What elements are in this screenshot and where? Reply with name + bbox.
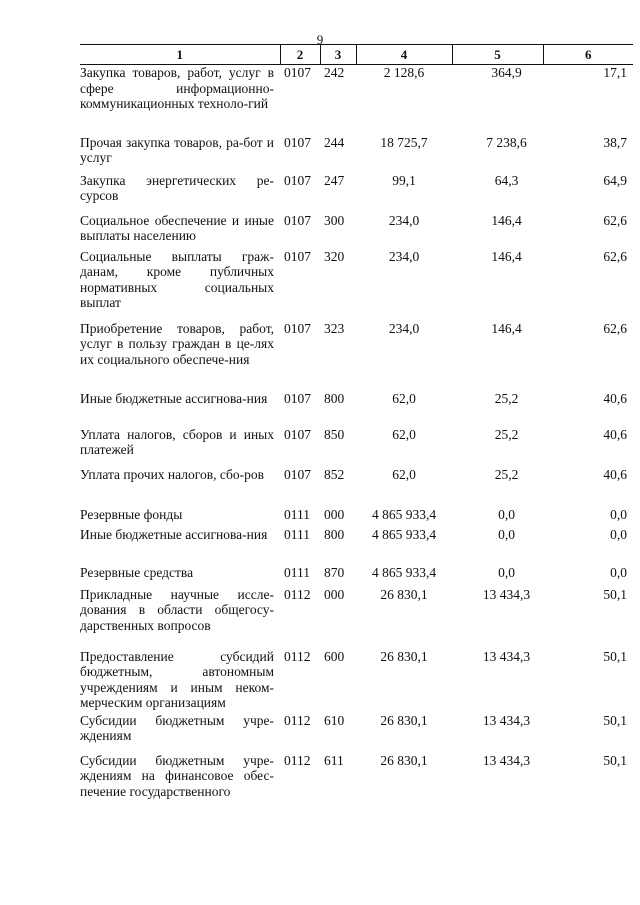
expense-type-code: 850 <box>324 426 345 442</box>
table-row <box>80 321 633 391</box>
approved-amount: 26 830,1 <box>380 712 428 728</box>
executed-amount: 25,2 <box>494 390 519 406</box>
section-code: 0107 <box>284 466 311 482</box>
expense-type-code: 800 <box>324 526 345 542</box>
column-header: 2 <box>280 45 320 65</box>
execution-percent: 0,0 <box>610 506 627 522</box>
section-code: 0111 <box>284 526 310 542</box>
execution-percent: 0,0 <box>610 526 627 542</box>
expense-type-code: 000 <box>324 586 345 602</box>
approved-amount: 26 830,1 <box>380 752 428 768</box>
section-code: 0107 <box>284 320 311 336</box>
row-name: Иные бюджетные ассигнова-ния <box>80 390 268 406</box>
row-name: Предоставление субсидий бюджетным, автономным учреждениям и иным неком-мерческим организациям <box>80 648 274 710</box>
table-row <box>80 173 633 213</box>
execution-percent: 62,6 <box>603 248 627 264</box>
row-name: Субсидии бюджетным учре-ждениям на финансовое обес-печение государственного <box>80 752 274 799</box>
section-code: 0111 <box>284 506 310 522</box>
row-name: Закупка энергетических ре-сурсов <box>80 172 274 203</box>
expense-type-code: 000 <box>324 506 345 522</box>
table-row <box>80 753 633 800</box>
section-code: 0107 <box>284 172 311 188</box>
expense-type-code: 323 <box>324 320 345 336</box>
executed-amount: 13 434,3 <box>482 752 531 768</box>
execution-percent: 38,7 <box>603 134 627 150</box>
table-row <box>80 507 633 527</box>
row-name: Социальные выплаты граж-данам, кроме публичных нормативных социальных выплат <box>80 248 274 310</box>
expense-type-code: 247 <box>324 172 345 188</box>
approved-amount: 4 865 933,4 <box>371 526 437 542</box>
section-code: 0112 <box>284 712 311 728</box>
approved-amount: 4 865 933,4 <box>371 506 437 522</box>
section-code: 0112 <box>284 648 311 664</box>
page-number: 9 <box>316 32 324 47</box>
execution-percent: 62,6 <box>603 320 627 336</box>
execution-percent: 0,0 <box>610 564 627 580</box>
approved-amount: 99,1 <box>392 172 416 188</box>
execution-percent: 40,6 <box>603 466 627 482</box>
column-header: 1 <box>80 45 280 65</box>
expense-type-code: 852 <box>324 466 345 482</box>
table-row <box>80 249 633 321</box>
executed-amount: 364,9 <box>491 65 522 80</box>
approved-amount: 18 725,7 <box>380 134 428 150</box>
approved-amount: 234,0 <box>388 320 420 336</box>
section-code: 0112 <box>284 586 311 602</box>
row-name: Приобретение товаров, работ, услуг в пользу граждан в це-лях их социального обеспече-ния <box>80 320 274 367</box>
executed-amount: 64,3 <box>494 172 519 188</box>
table-header-row <box>80 45 633 65</box>
expense-type-code: 610 <box>324 712 345 728</box>
executed-amount: 0,0 <box>498 506 515 522</box>
table-row <box>80 527 633 565</box>
approved-amount: 26 830,1 <box>380 648 428 664</box>
section-code: 0107 <box>284 426 311 442</box>
budget-table <box>80 44 633 799</box>
executed-amount: 13 434,3 <box>482 586 531 602</box>
execution-percent: 17,1 <box>603 65 627 80</box>
execution-percent: 62,6 <box>603 212 627 228</box>
expense-type-code: 242 <box>324 65 345 80</box>
execution-percent: 40,6 <box>603 426 627 442</box>
row-name: Закупка товаров, работ, услуг в сфере информационно-коммуникационных техноло-гий <box>80 65 274 111</box>
execution-percent: 50,1 <box>603 752 627 768</box>
table-row <box>80 649 633 713</box>
table-row <box>80 713 633 753</box>
execution-percent: 50,1 <box>603 648 627 664</box>
table-row <box>80 565 633 587</box>
column-header: 5 <box>452 45 543 65</box>
table-row <box>80 391 633 427</box>
expense-type-code: 320 <box>324 248 345 264</box>
row-name: Субсидии бюджетным учре-ждениям <box>80 712 274 743</box>
table-row <box>80 467 633 507</box>
row-name: Прочая закупка товаров, ра-бот и услуг <box>80 134 274 165</box>
executed-amount: 0,0 <box>498 526 515 542</box>
table-row <box>80 135 633 173</box>
column-header: 6 <box>543 45 633 65</box>
executed-amount: 146,4 <box>491 212 522 228</box>
section-code: 0107 <box>284 65 311 80</box>
executed-amount: 7 238,6 <box>486 134 527 150</box>
execution-percent: 50,1 <box>603 712 627 728</box>
executed-amount: 25,2 <box>494 426 519 442</box>
row-name: Резервные фонды <box>80 506 183 522</box>
table-row <box>80 213 633 249</box>
row-name: Прикладные научные иссле-дования в области общегосу-дарственных вопросов <box>80 586 274 633</box>
approved-amount: 62,0 <box>392 466 416 482</box>
approved-amount: 26 830,1 <box>380 586 428 602</box>
executed-amount: 13 434,3 <box>482 648 531 664</box>
executed-amount: 13 434,3 <box>482 712 531 728</box>
executed-amount: 146,4 <box>491 320 522 336</box>
execution-percent: 50,1 <box>603 586 627 602</box>
column-header: 4 <box>356 45 452 65</box>
section-code: 0107 <box>284 248 311 264</box>
expense-type-code: 300 <box>324 212 345 228</box>
executed-amount: 0,0 <box>498 564 515 580</box>
row-name: Иные бюджетные ассигнова-ния <box>80 526 268 542</box>
expense-type-code: 800 <box>324 390 345 406</box>
approved-amount: 234,0 <box>388 248 420 264</box>
section-code: 0112 <box>284 752 311 768</box>
execution-percent: 64,9 <box>603 172 627 188</box>
expense-type-code: 244 <box>324 134 345 150</box>
expense-type-code: 611 <box>324 752 344 768</box>
table-row <box>80 587 633 649</box>
section-code: 0107 <box>284 134 311 150</box>
expense-type-code: 870 <box>324 564 345 580</box>
executed-amount: 146,4 <box>491 248 522 264</box>
row-name: Уплата прочих налогов, сбо-ров <box>80 466 264 482</box>
approved-amount: 62,0 <box>392 390 416 406</box>
approved-amount: 4 865 933,4 <box>371 564 437 580</box>
row-name: Уплата налогов, сборов и иных платежей <box>80 426 274 457</box>
executed-amount: 25,2 <box>494 466 519 482</box>
approved-amount: 62,0 <box>392 426 416 442</box>
row-name: Социальное обеспечение и иные выплаты населению <box>80 212 274 243</box>
expense-type-code: 600 <box>324 648 345 664</box>
section-code: 0111 <box>284 564 310 580</box>
section-code: 0107 <box>284 212 311 228</box>
column-header: 3 <box>320 45 356 65</box>
approved-amount: 234,0 <box>388 212 420 228</box>
table-row <box>80 427 633 467</box>
section-code: 0107 <box>284 390 311 406</box>
approved-amount: 2 128,6 <box>383 65 425 80</box>
row-name: Резервные средства <box>80 564 194 580</box>
execution-percent: 40,6 <box>603 390 627 406</box>
table-row <box>80 65 633 135</box>
